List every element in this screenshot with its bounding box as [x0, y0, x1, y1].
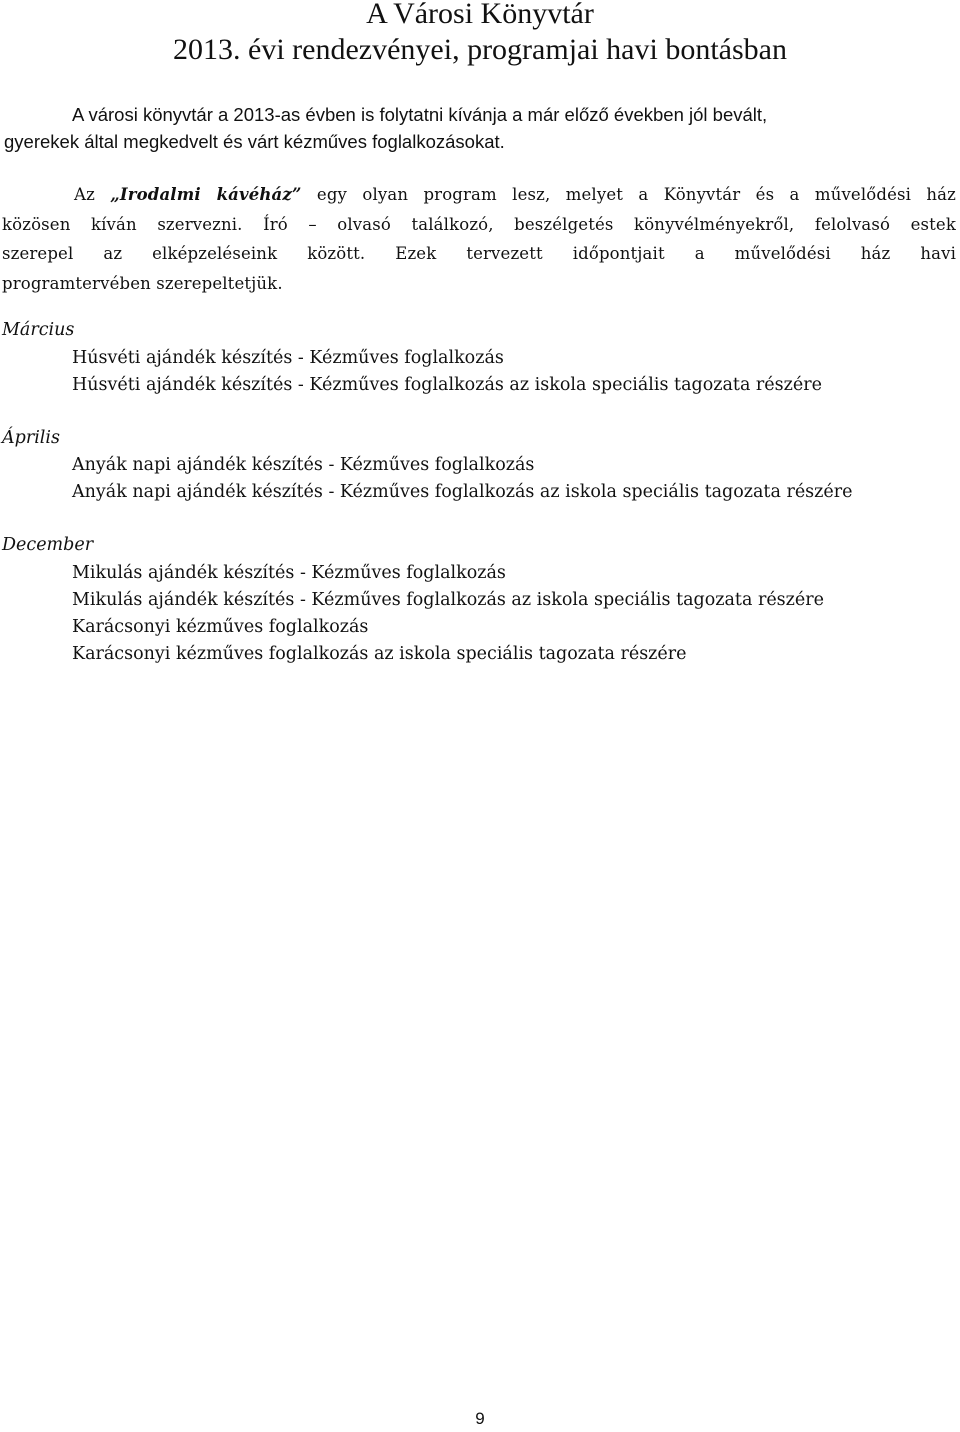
page-title: A Városi Könyvtár — [366, 0, 594, 30]
month-heading-december: December — [2, 535, 94, 555]
month-heading-marcius: Március — [2, 320, 75, 340]
month-heading-aprilis: Április — [2, 428, 60, 448]
event-item: Húsvéti ajándék készítés - Kézműves foglalkozás az iskola speciális tagozata részére — [72, 375, 822, 395]
event-item: Karácsonyi kézműves foglalkozás az iskola speciális tagozata részére — [72, 644, 687, 664]
intro-paragraph — [4, 101, 956, 155]
page-number: 9 — [475, 1409, 485, 1428]
paragraph-line: programtervében szerepeltetjük. — [2, 273, 283, 293]
page-subtitle: 2013. évi rendezvényei, programjai havi bontásban — [173, 33, 787, 66]
irodalmi-kavehaz-paragraph — [2, 180, 956, 298]
event-item: Mikulás ajándék készítés - Kézműves foglalkozás az iskola speciális tagozata részére — [72, 590, 824, 610]
event-item: Anyák napi ajándék készítés - Kézműves foglalkozás — [72, 455, 535, 475]
paragraph-text: Az — [74, 185, 111, 204]
paragraph-line: szerepel az elképzeléseink között. Ezek tervezett időpontjait a művelődési ház havi — [2, 244, 956, 263]
paragraph-line: közösen kíván szervezni. Író – olvasó találkozó, beszélgetés könyvélményekről, felolvasó estek — [2, 214, 956, 234]
intro-line: gyerekek által megkedvelt és várt kézműves foglalkozásokat. — [4, 131, 505, 152]
intro-line: A városi könyvtár a 2013-as évben is folytatni kívánja a már előző években jól bevált, — [72, 104, 768, 125]
event-item: Húsvéti ajándék készítés - Kézműves foglalkozás — [72, 348, 504, 368]
paragraph-line — [2, 180, 956, 210]
paragraph-text: egy olyan program lesz, melyet a Könyvtár és a művelődési ház — [301, 185, 956, 204]
program-name-emphasis: „Irodalmi kávéház” — [110, 185, 302, 204]
event-item: Anyák napi ajándék készítés - Kézműves foglalkozás az iskola speciális tagozata részére — [72, 482, 853, 502]
event-item: Mikulás ajándék készítés - Kézműves foglalkozás — [72, 563, 506, 583]
event-item: Karácsonyi kézműves foglalkozás — [72, 617, 369, 637]
